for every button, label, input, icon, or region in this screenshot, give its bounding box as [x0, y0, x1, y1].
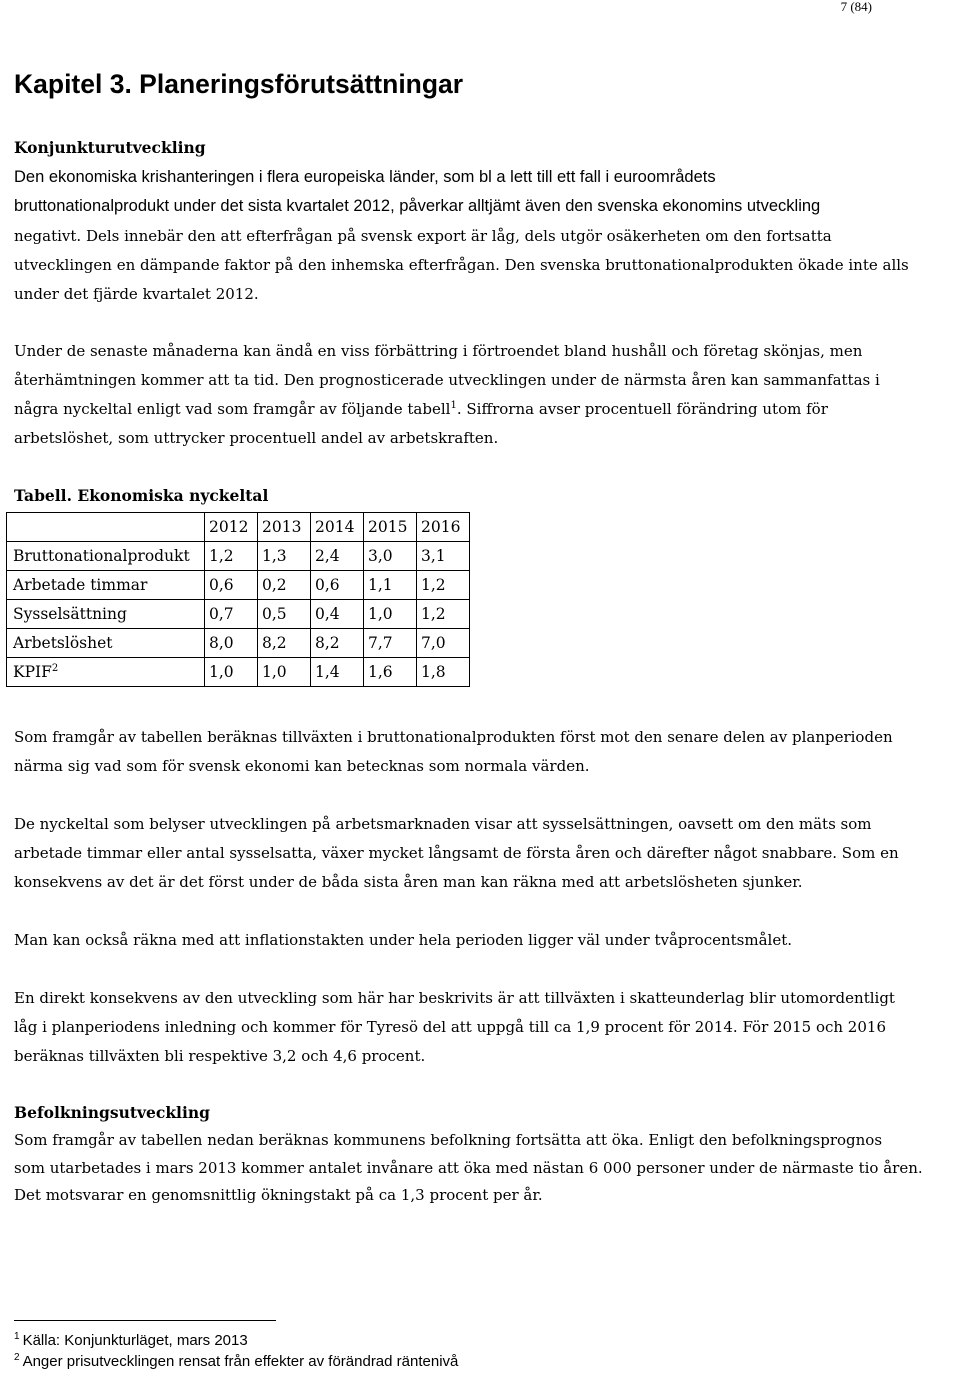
table-cell: 1,0 — [205, 658, 258, 687]
table-cell: 1,1 — [364, 571, 417, 600]
table-cell: 8,2 — [258, 629, 311, 658]
table-cell: 3,0 — [364, 542, 417, 571]
row-label-text: KPIF — [13, 663, 52, 681]
text-line: arbetslöshet, som uttrycker procentuell andel av arbetskraften. — [14, 429, 499, 447]
table-row — [7, 658, 470, 687]
text-line: Som framgår av tabellen nedan beräknas kommunens befolkning fortsätta att öka. Enligt den befolkningsprognos — [14, 1131, 883, 1149]
table-cell: 1,0 — [364, 600, 417, 629]
footnote-2 — [14, 1353, 458, 1370]
table-row — [7, 542, 470, 571]
table-cell: 1,2 — [205, 542, 258, 571]
table-cell: 0,6 — [205, 571, 258, 600]
table-cell: 3,1 — [417, 542, 470, 571]
table-caption — [14, 486, 268, 505]
page-number: 7 (84) — [840, 0, 872, 14]
text-line: Den ekonomiska krishanteringen i flera europeiska länder, som bl a lett till ett fall i euroområdets — [14, 168, 716, 186]
table-cell: 0,2 — [258, 571, 311, 600]
table-cell: 1,6 — [364, 658, 417, 687]
text-line: återhämtningen kommer att ta tid. Den prognosticerade utvecklingen under de närmsta åren kan sammanfattas i — [14, 371, 880, 389]
nyckeltal-table — [6, 512, 470, 687]
table-cell: 7,7 — [364, 629, 417, 658]
table-row — [7, 629, 470, 658]
text-line: som utarbetades i mars 2013 kommer antalet invånare att öka med nästan 6 000 personer under de närmaste tio åren. — [14, 1159, 923, 1177]
table-cell: 8,2 — [311, 629, 364, 658]
table-row — [7, 600, 470, 629]
footnote-text: Källa: Konjunkturläget, mars 2013 — [22, 1332, 248, 1349]
table-cell: 1,8 — [417, 658, 470, 687]
section-heading-befolkning: Befolkningsutveckling — [14, 1103, 210, 1122]
section-heading-konjunktur: Konjunkturutveckling — [14, 138, 206, 157]
table-cell: 1,0 — [258, 658, 311, 687]
table-cell: 1,3 — [258, 542, 311, 571]
text-line — [14, 400, 828, 418]
footnote-1 — [14, 1332, 248, 1349]
row-label — [7, 658, 205, 687]
text-line: Det motsvarar en genomsnittlig ökningstakt på ca 1,3 procent per år. — [14, 1186, 543, 1204]
text-line: låg i planperiodens inledning och kommer för Tyresö del att uppgå till ca 1,9 procent för 2014. För 2015 och 2016 — [14, 1018, 886, 1036]
text-line: Man kan också räkna med att inflationstakten under hela perioden ligger väl under tvåprocentsmålet. — [14, 931, 793, 949]
table-cell: 2,4 — [311, 542, 364, 571]
text-line: arbetade timmar eller antal sysselsatta, växer mycket långsamt de första åren och därefter något snabbare. Som en — [14, 844, 899, 862]
table-caption-title: Ekonomiska nyckeltal — [77, 486, 269, 505]
table-cell: 7,0 — [417, 629, 470, 658]
text-line: beräknas tillväxten bli respektive 3,2 och 4,6 procent. — [14, 1047, 426, 1065]
row-label: Arbetslöshet — [7, 629, 205, 658]
table-cell: 0,6 — [311, 571, 364, 600]
year-header: 2012 — [205, 513, 258, 542]
table-cell: 8,0 — [205, 629, 258, 658]
text-line: En direkt konsekvens av den utveckling som här har beskrivits är att tillväxten i skatteunderlag blir utomordentligt — [14, 989, 895, 1007]
text-line: Under de senaste månaderna kan ändå en viss förbättring i förtroendet bland hushåll och företag skönjas, men — [14, 342, 863, 360]
text-line: Som framgår av tabellen beräknas tillväxten i bruttonationalprodukten först mot den senare delen av planperioden — [14, 728, 893, 746]
row-label: Arbetade timmar — [7, 571, 205, 600]
footnote-number: 2 — [14, 1352, 20, 1363]
text-line: bruttonationalprodukt under det sista kvartalet 2012, påverkar alltjämt även den svenska ekonomins utveckling — [14, 197, 821, 215]
table-cell: 1,2 — [417, 571, 470, 600]
year-header: 2016 — [417, 513, 470, 542]
row-label: Sysselsättning — [7, 600, 205, 629]
table-cell: 0,7 — [205, 600, 258, 629]
table-caption-label: Tabell. — [14, 486, 72, 505]
year-header: 2015 — [364, 513, 417, 542]
text-line: konsekvens av det är det först under de båda sista åren man kan räkna med att arbetslösheten sjunker. — [14, 873, 803, 891]
footnote-number: 1 — [14, 1331, 20, 1342]
footnote-divider — [14, 1320, 276, 1321]
text-line: närma sig vad som för svensk ekonomi kan betecknas som normala värden. — [14, 757, 590, 775]
year-header: 2014 — [311, 513, 364, 542]
table-cell: 0,5 — [258, 600, 311, 629]
table-cell: 1,4 — [311, 658, 364, 687]
text-segment: . Siffrorna avser procentuell förändring utom för — [456, 400, 828, 418]
text-line: under det fjärde kvartalet 2012. — [14, 285, 259, 303]
footnote-text: Anger prisutvecklingen rensat från effekter av förändrad räntenivå — [22, 1353, 459, 1370]
text-line: utvecklingen en dämpande faktor på den inhemska efterfrågan. Den svenska bruttonationalprodukten ökade inte alls — [14, 256, 909, 274]
text-segment: några nyckeltal enligt vad som framgår av följande tabell — [14, 400, 451, 418]
text-line: De nyckeltal som belyser utvecklingen på arbetsmarknaden visar att sysselsättningen, oavsett om den mäts som — [14, 815, 872, 833]
table-cell: 0,4 — [311, 600, 364, 629]
chapter-title: Kapitel 3. Planeringsförutsättningar — [14, 69, 464, 99]
text-line: negativt. Dels innebär den att efterfrågan på svensk export är låg, dels utgör osäkerheten om den fortsatta — [14, 227, 832, 245]
table-header-row — [7, 513, 470, 542]
footnote-ref: 1 — [450, 400, 457, 411]
row-label: Bruttonationalprodukt — [7, 542, 205, 571]
table-row — [7, 571, 470, 600]
year-header: 2013 — [258, 513, 311, 542]
footnote-ref: 2 — [51, 662, 59, 674]
table-corner-cell — [7, 513, 205, 542]
table-cell: 1,2 — [417, 600, 470, 629]
